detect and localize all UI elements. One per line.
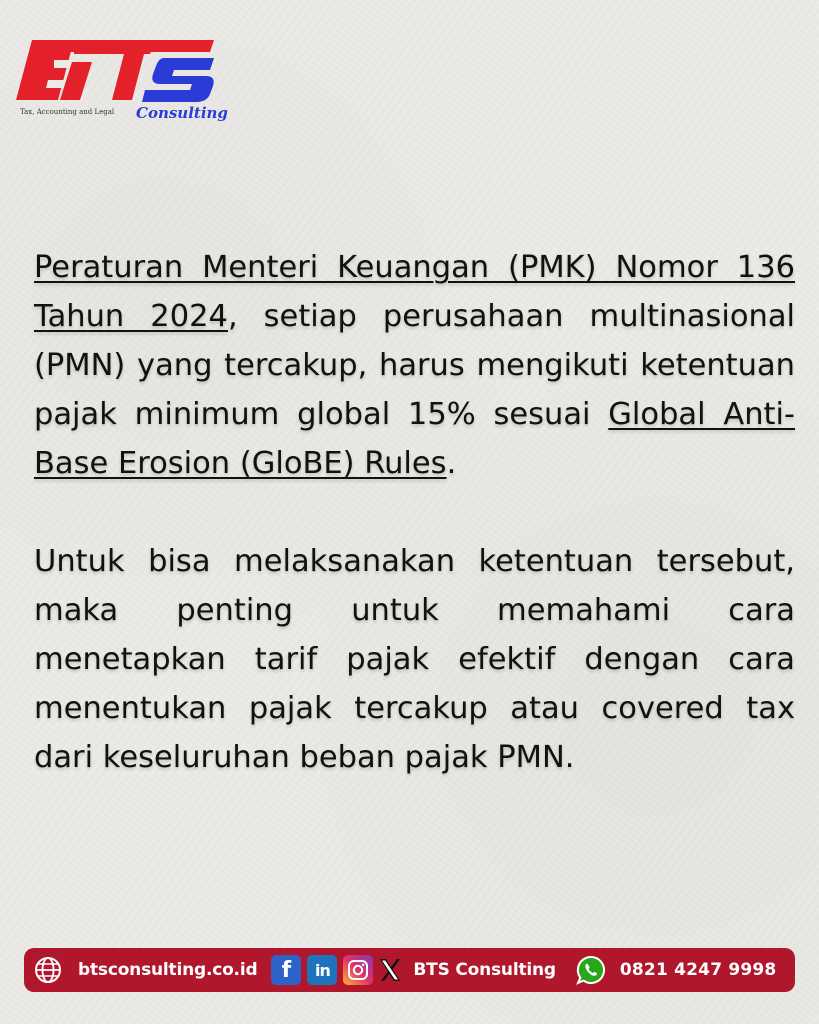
brand-name[interactable]: BTS Consulting: [413, 960, 556, 980]
globe-rules-link[interactable]: Global Anti-Base Erosion (GloBE) Rules: [34, 397, 795, 481]
linkedin-icon[interactable]: in: [307, 955, 337, 985]
paragraph-intro-end: .: [446, 446, 457, 481]
article-body: [34, 243, 795, 782]
instagram-icon[interactable]: [343, 955, 373, 985]
social-icons: [271, 955, 401, 985]
x-icon[interactable]: [379, 955, 401, 985]
pmk-reference-link[interactable]: Peraturan Menteri Keuangan (PMK) Nomor 136 Tahun 2024: [34, 250, 795, 334]
website-link[interactable]: btsconsulting.co.id: [78, 960, 258, 980]
paragraph-covered-tax: Untuk bisa melaksanakan ketentuan tersebut, maka penting untuk memahami cara menetapkan tarif pajak efektif dengan cara menentukan pajak tercakup atau covered tax dari keseluruhan beban pajak PMN.: [34, 544, 795, 775]
paragraph-intro: [34, 243, 795, 488]
facebook-icon[interactable]: f: [271, 955, 301, 985]
logo-consulting-text: Consulting: [136, 104, 228, 122]
brand-logo: [14, 34, 228, 129]
phone-number[interactable]: 0821 4247 9998: [619, 960, 777, 980]
contact-footer: [24, 948, 795, 992]
whatsapp-icon[interactable]: [576, 955, 606, 985]
globe-icon: [34, 956, 62, 984]
paragraph-intro-text: , setiap perusahaan multinasional (PMN) yang tercakup, harus mengikuti ketentuan pajak minimum global 15% sesuai: [34, 299, 795, 432]
logo-tagline: Tax, Accounting and Legal: [20, 108, 115, 116]
